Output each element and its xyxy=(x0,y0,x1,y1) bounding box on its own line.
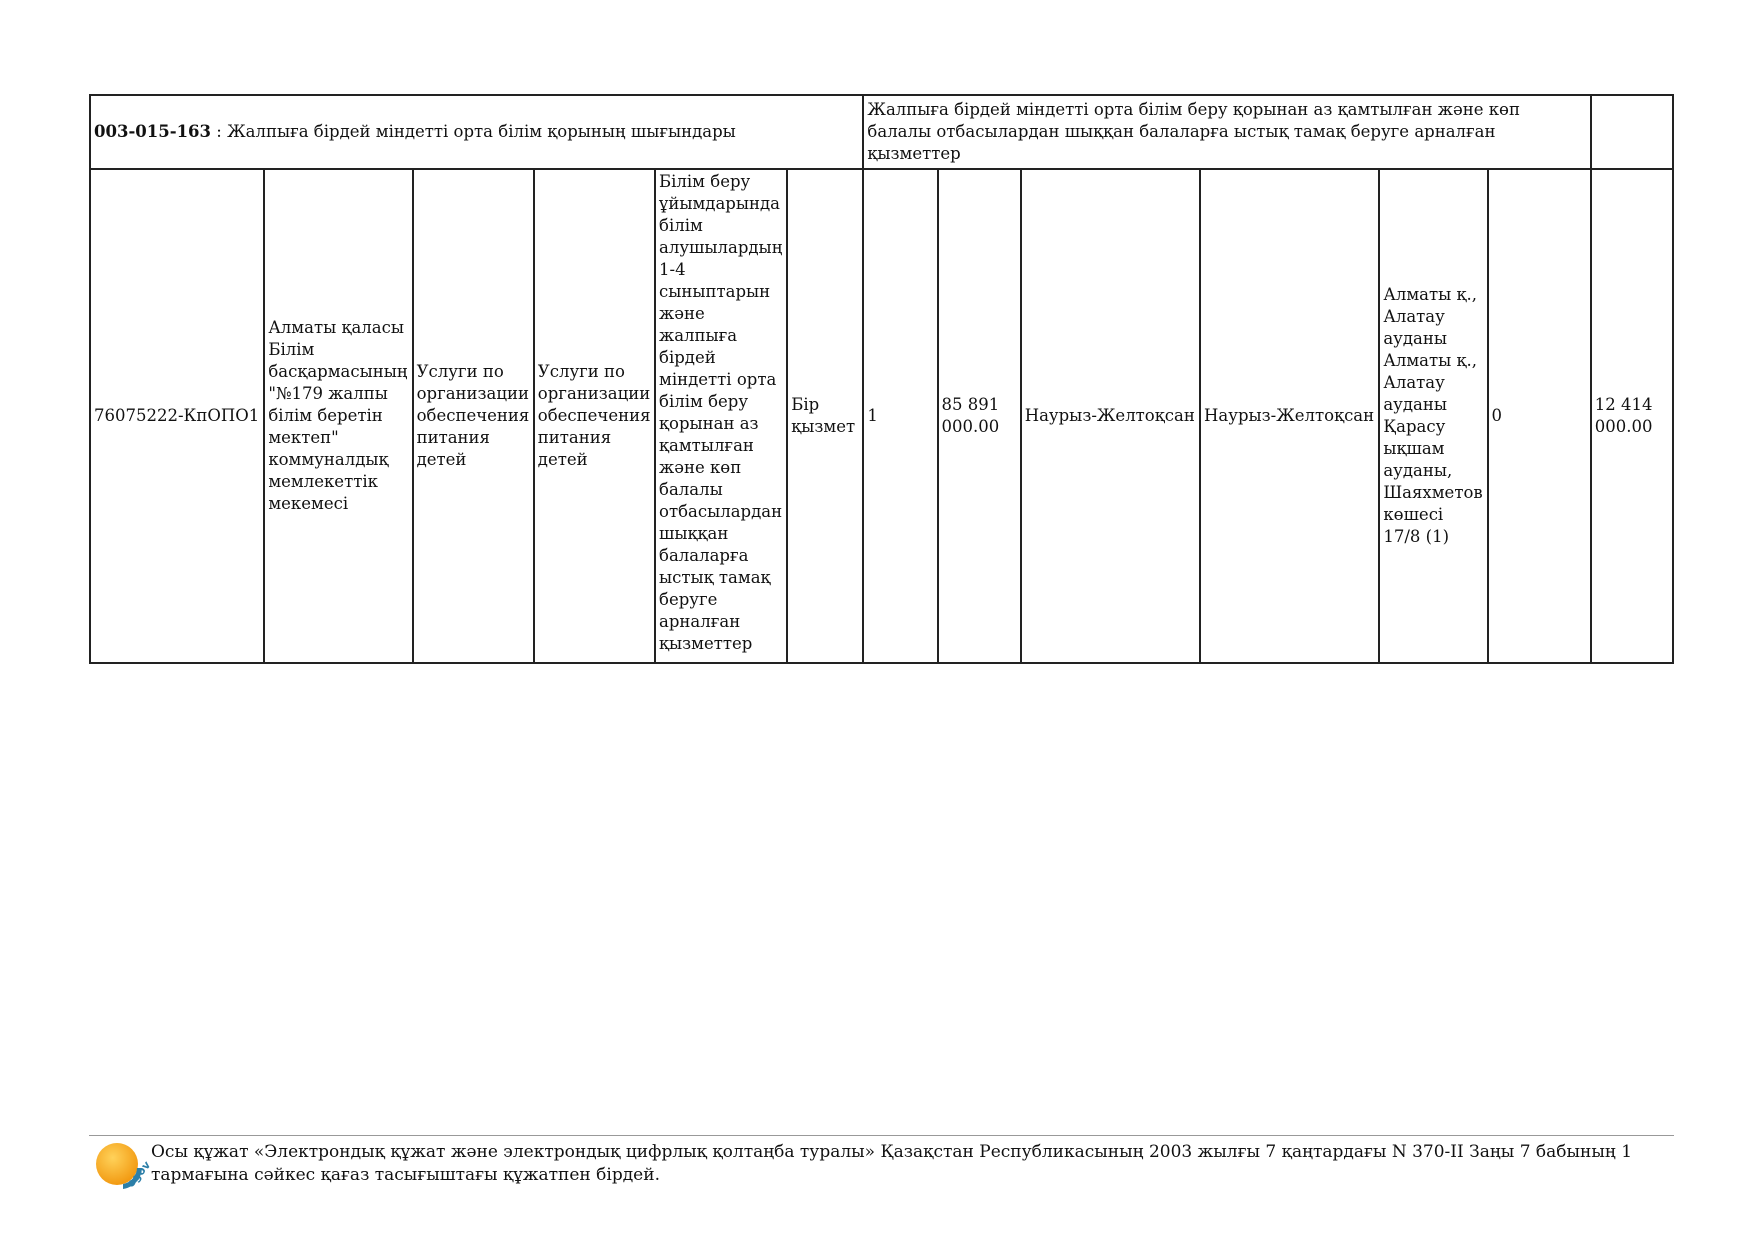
code-separator: : xyxy=(211,122,228,141)
customer-name: Алматы қаласы Білім басқармасының "№179 жалпы білім беретін мектеп" коммуналдық мемлекеттік мекемесі xyxy=(264,169,412,663)
program-title: Жалпыға бірдей міндетті орта білім қорының шығындары xyxy=(227,122,736,141)
header-empty-cell xyxy=(1591,95,1673,169)
e-gov-sun-logo-icon xyxy=(93,1141,154,1191)
service-name-ru-short: Услуги по организации обеспечения питания детей xyxy=(534,169,655,663)
advance-payment: 0 xyxy=(1488,169,1591,663)
row-id: 76075222-КпОПО1 xyxy=(90,169,264,663)
delivery-period: Наурыз-Желтоқсан xyxy=(1021,169,1200,663)
year-amount: 12 414 000.00 xyxy=(1591,169,1673,663)
program-description: Жалпыға бірдей міндетті орта білім беру қорынан аз қамтылған және көп балалы отбасылардан шыққан балаларға ыстық тамақ беруге арналған қызметтер xyxy=(863,95,1590,169)
procurement-table xyxy=(89,94,1674,664)
footer-divider xyxy=(89,1135,1674,1136)
table-header-row xyxy=(90,95,1673,169)
svg-text:egov: egov xyxy=(123,1158,154,1190)
program-code: 003-015-163 xyxy=(94,122,212,141)
legal-notice: Осы құжат «Электрондық құжат және электрондық цифрлық қолтаңба туралы» Қазақстан Республикасының 2003 жылғы 7 қаңтардағы N 370-II Заңы 7 бабының 1 тармағына сәйкес қағаз тасығыштағы құжатпен бірдей. xyxy=(151,1142,1633,1185)
service-name-ru: Услуги по организации обеспечения питания детей xyxy=(413,169,534,663)
procurement-period: Наурыз-Желтоқсан xyxy=(1200,169,1379,663)
budget-program-cell xyxy=(90,95,863,169)
unit-of-measure: Бір қызмет xyxy=(787,169,863,663)
delivery-location: Алматы қ., Алатау ауданы Алматы қ., Алатау ауданы Қарасу ықшам ауданы, Шаяхметов көшесі 17/8 (1) xyxy=(1379,169,1487,663)
quantity: 1 xyxy=(863,169,937,663)
service-description-kz: Білім беру ұйымдарында білім алушылардың 1-4 сыныптарын және жалпыға бірдей міндетті орта білім беру қорынан аз қамтылған және көп балалы отбасылардан шыққан балаларға ыстық тамақ беруге арналған қызметтер xyxy=(655,169,787,663)
planned-amount: 85 891 000.00 xyxy=(938,169,1021,663)
table-row xyxy=(90,169,1673,663)
footer xyxy=(89,1141,1674,1201)
